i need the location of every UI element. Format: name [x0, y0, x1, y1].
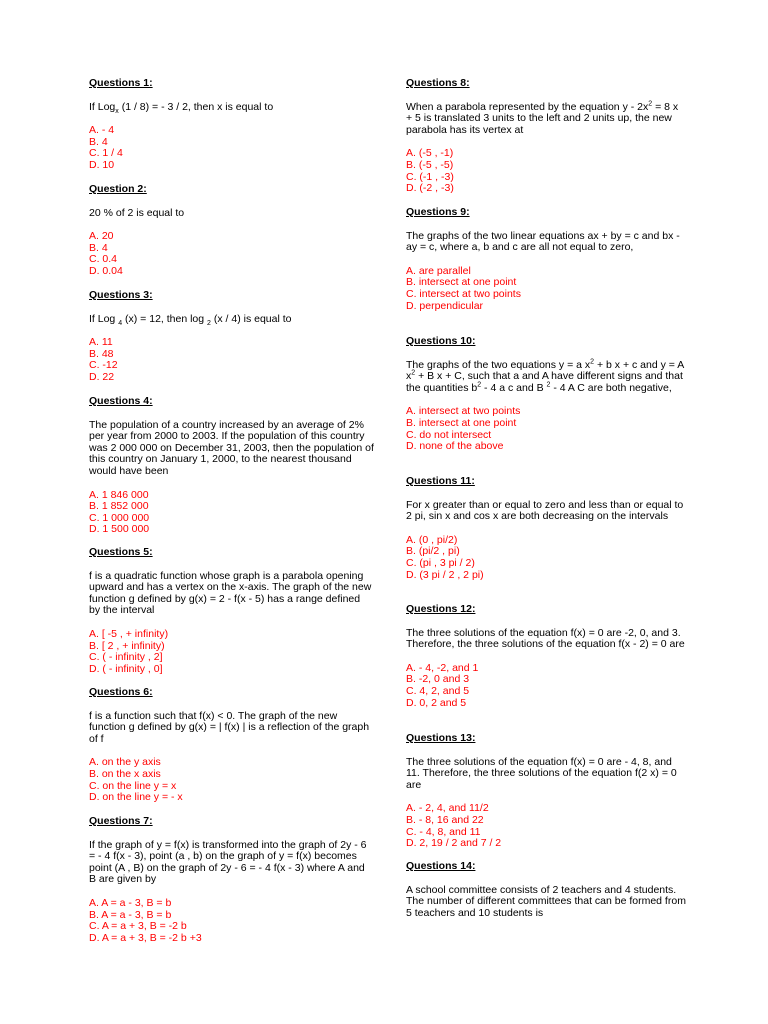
question-title: Questions 6: [89, 686, 153, 698]
question-title: Questions 3: [89, 289, 153, 301]
option-b: B. (pi/2 , pi) [406, 545, 460, 558]
option-b: B. - 8, 16 and 22 [406, 813, 484, 826]
option-a: A. [ -5 , + infinity) [89, 627, 169, 640]
option-d: D. on the line y = - x [89, 791, 183, 804]
question-stem: f is a function such that f(x) < 0. The graph of the new function g defined by g(x) = | f(x) | is a reflection of the graph of f [89, 709, 370, 745]
question-11 [406, 476, 686, 581]
option-d: D. 1 500 000 [89, 523, 150, 536]
question-stem: 20 % of 2 is equal to [89, 206, 185, 219]
question-stem: The three solutions of the equation f(x) = 0 are - 4, 8, and 11. Therefore, the three solutions of the equation f(2 x) = 0 are [406, 755, 677, 791]
answer-options [89, 898, 374, 944]
option-a: A. - 4, -2, and 1 [406, 661, 479, 674]
answer-options [89, 125, 374, 171]
option-a: A. on the y axis [89, 756, 161, 769]
question-title: Questions 7: [89, 815, 153, 827]
option-c: C. - 4, 8, and 11 [406, 825, 481, 838]
question-title: Questions 11: [406, 475, 475, 487]
option-b: B. [ 2 , + infinity) [89, 639, 165, 652]
option-a: A. are parallel [406, 264, 471, 277]
option-d: D. 22 [89, 370, 115, 383]
question-3 [89, 290, 374, 384]
option-d: D. ( - infinity , 0] [89, 662, 163, 675]
option-d: D. 10 [89, 158, 115, 171]
question-stem: The population of a country increased by an average of 2% per year from 2000 to 2003. If the population of this country was 2 000 000 on December 31, 2003, then the population of this country on January 1, 2000, to the nearest thousand would have been [89, 418, 374, 477]
question-1 [89, 78, 374, 172]
option-a: A. A = a - 3, B = b [89, 896, 172, 909]
option-b: B. on the x axis [89, 767, 161, 780]
option-a: A. 20 [89, 230, 114, 243]
option-d: D. 0, 2 and 5 [406, 696, 467, 709]
question-9 [406, 207, 686, 312]
question-stem: A school committee consists of 2 teachers and 4 students. The number of different committees that can be formed from 5 teachers and 10 students is [406, 883, 686, 919]
question-title: Questions 13: [406, 732, 476, 744]
question-title: Questions 10: [406, 335, 476, 347]
option-b: B. 4 [89, 241, 108, 254]
question-title: Questions 9: [406, 206, 470, 218]
option-c: C. A = a + 3, B = -2 b [89, 920, 187, 933]
option-c: C. on the line y = x [89, 779, 177, 792]
answer-options [89, 490, 374, 536]
option-c: C. ( - infinity , 2] [89, 651, 163, 664]
question-stem: The graphs of the two linear equations ax + by = c and bx - ay = c, where a, b and c are all not equal to zero, [406, 229, 680, 254]
question-stem: f is a quadratic function whose graph is a parabola opening upward and has a vertex on the x-axis. The graph of the new function g defined by g(x) = 2 - f(x - 5) has a range defined by the interval [89, 569, 372, 617]
question-10 [406, 336, 686, 453]
question-title: Questions 5: [89, 546, 153, 558]
answer-options [406, 406, 686, 452]
question-stem: If Log $_4$ (x) = 12, then log $_2$ (x / 4) is equal to [89, 312, 292, 327]
answer-options [89, 337, 374, 383]
answer-options [406, 663, 686, 709]
option-a: A. intersect at two points [406, 405, 521, 418]
question-14 [406, 861, 686, 919]
question-stem: The three solutions of the equation f(x) = 0 are -2, 0, and 3. Therefore, the three solutions of the equation f(x - 2) = 0 are [406, 626, 685, 651]
option-c: C. intersect at two points [406, 287, 521, 300]
option-a: A. - 4 [89, 124, 115, 137]
option-c: C. 0.4 [89, 253, 118, 266]
option-b: B. intersect at one point [406, 416, 517, 429]
answer-options [89, 231, 374, 277]
option-d: D. perpendicular [406, 299, 484, 312]
question-stem: If the graph of y = f(x) is transformed into the graph of 2y - 6 = - 4 f(x - 3), point (a , b) on the graph of y = f(x) becomes point (A , B) on the graph of 2y - 6 = - 4 f(x - 3) where A and B are given by [89, 838, 367, 886]
option-b: B. 4 [89, 135, 108, 148]
option-b: B. 1 852 000 [89, 500, 149, 513]
option-c: C. (-1 , -3) [406, 170, 454, 183]
option-c: C. do not intersect [406, 428, 492, 441]
option-d: D. A = a + 3, B = -2 b +3 [89, 931, 202, 944]
option-c: C. (pi , 3 pi / 2) [406, 556, 475, 569]
option-c: C. 1 000 000 [89, 511, 150, 524]
option-d: D. (3 pi / 2 , 2 pi) [406, 568, 484, 581]
question-7 [89, 816, 374, 944]
option-a: A. 1 846 000 [89, 488, 149, 501]
question-5 [89, 547, 374, 675]
question-8 [406, 78, 686, 195]
answer-options [89, 629, 374, 675]
option-b: B. -2, 0 and 3 [406, 673, 470, 686]
question-title: Questions 8: [406, 77, 470, 89]
option-d: D. 0.04 [89, 264, 123, 277]
question-stem: If Log$_x$ (1 / 8) = - 3 / 2, then x is equal to [89, 100, 274, 115]
option-d: D. 2, 19 / 2 and 7 / 2 [406, 837, 502, 850]
question-title: Questions 14: [406, 860, 476, 872]
question-title: Question 2: [89, 183, 147, 195]
question-title: Questions 4: [89, 395, 153, 407]
option-c: C. -12 [89, 359, 118, 372]
option-d: D. (-2 , -3) [406, 182, 454, 195]
option-b: B. 48 [89, 347, 114, 360]
question-title: Questions 1: [89, 77, 153, 89]
option-b: B. A = a - 3, B = b [89, 908, 172, 921]
question-2 [89, 184, 374, 278]
question-stem: For x greater than or equal to zero and less than or equal to 2 pi, sin x and cos x are both decreasing on the intervals [406, 498, 684, 523]
question-13 [406, 733, 686, 850]
option-a: A. 11 [89, 336, 113, 349]
option-b: B. intersect at one point [406, 276, 517, 289]
answer-options [89, 757, 374, 803]
option-c: C. 1 / 4 [89, 147, 123, 160]
question-12 [406, 604, 686, 709]
answer-options [406, 266, 686, 312]
option-a: A. (0 , pi/2) [406, 533, 458, 546]
option-c: C. 4, 2, and 5 [406, 684, 470, 697]
option-a: A. (-5 , -1) [406, 147, 454, 160]
question-title: Questions 12: [406, 603, 476, 615]
answer-options [406, 148, 686, 194]
answer-options [406, 535, 686, 581]
question-6 [89, 687, 374, 804]
question-4 [89, 396, 374, 536]
answer-options [406, 803, 686, 849]
question-stem: When a parabola represented by the equation $y - 2x^2 = 8$ x + 5 is translated 3 units to the left and 2 units up, the new parabola has its vertex at [406, 100, 679, 136]
option-a: A. - 2, 4, and 11/2 [406, 802, 489, 815]
option-d: D. none of the above [406, 440, 504, 453]
option-b: B. (-5 , -5) [406, 158, 454, 171]
question-stem: The graphs of the two equations y = a $x^2 + b$ x + c and y = A $x^2 + B$ x + C, such that a and A have different signs and that the quantities $b^2 - 4$ a c and B $^2$ - 4 A C are both negative, [406, 358, 684, 394]
